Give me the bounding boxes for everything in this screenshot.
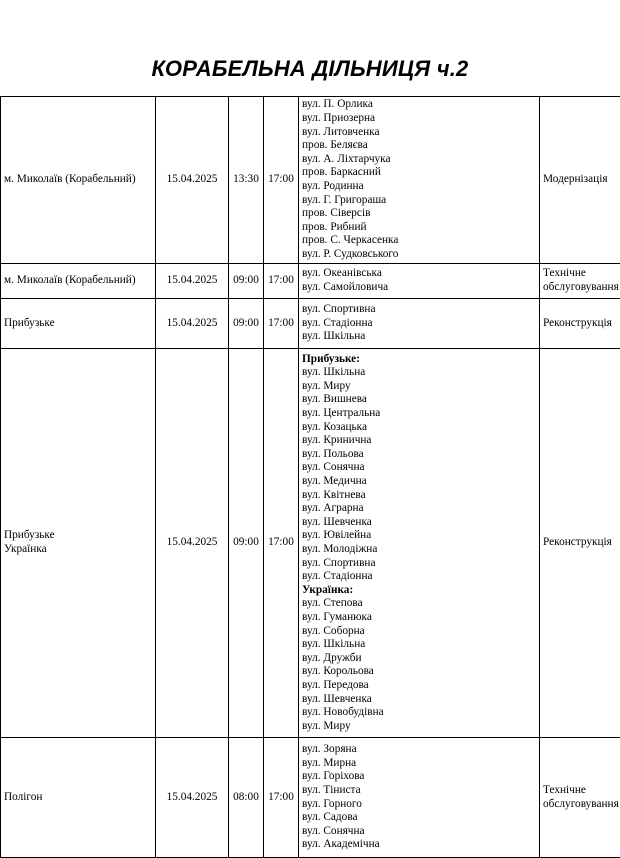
street-item: вул. Шкільна xyxy=(302,366,536,380)
outage-schedule-table xyxy=(0,96,620,858)
street-item: вул. Стадіонна xyxy=(302,570,536,584)
streets-cell xyxy=(299,264,540,299)
time-from-value: 09:00 xyxy=(232,317,260,331)
street-item: вул. Стадіонна xyxy=(302,317,536,331)
street-item: пров. Сіверсів xyxy=(302,207,536,221)
work-type-line: обслуговування xyxy=(543,798,619,812)
street-item: вул. Зоряна xyxy=(302,743,536,757)
date-cell xyxy=(156,264,229,299)
time-to-cell xyxy=(264,738,299,858)
street-item: вул. Степова xyxy=(302,597,536,611)
street-item: вул. Корольова xyxy=(302,665,536,679)
work-type-cell xyxy=(540,97,620,264)
street-group-heading: Українка: xyxy=(302,584,536,598)
street-item: вул. Горіхова xyxy=(302,770,536,784)
street-item: вул. Кринична xyxy=(302,434,536,448)
work-type-cell xyxy=(540,738,620,858)
street-item: вул. Вишнева xyxy=(302,393,536,407)
time-to-value: 17:00 xyxy=(267,536,295,550)
time-from-cell xyxy=(229,299,264,349)
street-item: вул. Сонячна xyxy=(302,825,536,839)
date-value: 15.04.2025 xyxy=(159,791,225,805)
time-to-value: 17:00 xyxy=(267,274,295,288)
work-type-line: Технічне xyxy=(543,267,619,281)
time-from-value: 09:00 xyxy=(232,274,260,288)
street-item: вул. Соборна xyxy=(302,625,536,639)
street-item: вул. Сонячна xyxy=(302,461,536,475)
time-from-cell xyxy=(229,264,264,299)
work-type-line: Реконструкція xyxy=(543,536,619,550)
streets-cell xyxy=(299,97,540,264)
street-item: вул. Новобудівна xyxy=(302,706,536,720)
street-item: вул. Аграрна xyxy=(302,502,536,516)
street-item: вул. Академічна xyxy=(302,838,536,852)
location-line: Українка xyxy=(4,543,152,557)
streets-cell xyxy=(299,738,540,858)
street-item: вул. Океанівська xyxy=(302,267,536,281)
date-value: 15.04.2025 xyxy=(159,173,225,187)
street-item: вул. Ювілейна xyxy=(302,529,536,543)
date-cell xyxy=(156,299,229,349)
street-item: вул. Молодіжна xyxy=(302,543,536,557)
street-item: вул. Польова xyxy=(302,448,536,462)
street-item: вул. Дружби xyxy=(302,652,536,666)
street-item: вул. Квітнева xyxy=(302,489,536,503)
street-item: вул. Шкільна xyxy=(302,330,536,344)
street-item: вул. Центральна xyxy=(302,407,536,421)
date-cell xyxy=(156,97,229,264)
time-to-cell xyxy=(264,299,299,349)
date-value: 15.04.2025 xyxy=(159,274,225,288)
time-to-cell xyxy=(264,97,299,264)
work-type-cell xyxy=(540,349,620,738)
time-to-value: 17:00 xyxy=(267,173,295,187)
street-item: пров. Беляєва xyxy=(302,139,536,153)
street-item: вул. Миру xyxy=(302,720,536,734)
street-item: вул. А. Ліхтарчука xyxy=(302,153,536,167)
time-to-cell xyxy=(264,349,299,738)
street-item: вул. Самойловича xyxy=(302,281,536,295)
time-to-value: 17:00 xyxy=(267,791,295,805)
street-item: вул. Козацька xyxy=(302,421,536,435)
time-from-cell xyxy=(229,97,264,264)
date-cell xyxy=(156,738,229,858)
table-row xyxy=(1,97,620,264)
time-from-cell xyxy=(229,738,264,858)
street-item: вул. Горного xyxy=(302,798,536,812)
street-item: вул. Г. Григораша xyxy=(302,194,536,208)
street-item: вул. Садова xyxy=(302,811,536,825)
time-from-value: 13:30 xyxy=(232,173,260,187)
work-type-line: обслуговування xyxy=(543,281,619,295)
location-cell xyxy=(1,264,156,299)
street-group-heading: Прибузьке: xyxy=(302,353,536,367)
street-item: вул. Шевченка xyxy=(302,693,536,707)
location-cell xyxy=(1,349,156,738)
location-line: м. Миколаїв (Корабельний) xyxy=(4,274,152,288)
street-item: вул. Родинна xyxy=(302,180,536,194)
location-line: Полігон xyxy=(4,791,152,805)
work-type-cell xyxy=(540,299,620,349)
street-item: вул. Спортивна xyxy=(302,303,536,317)
street-item: вул. Приозерна xyxy=(302,112,536,126)
location-line: Прибузьке xyxy=(4,317,152,331)
street-item: пров. Рибний xyxy=(302,221,536,235)
street-item: вул. Шевченка xyxy=(302,516,536,530)
location-cell xyxy=(1,299,156,349)
table-row xyxy=(1,299,620,349)
table-row xyxy=(1,264,620,299)
work-type-line: Модернізація xyxy=(543,173,619,187)
table-row xyxy=(1,349,620,738)
work-type-cell xyxy=(540,264,620,299)
work-type-line: Технічне xyxy=(543,784,619,798)
location-cell xyxy=(1,738,156,858)
street-item: вул. Спортивна xyxy=(302,557,536,571)
street-item: пров. С. Черкасенка xyxy=(302,234,536,248)
street-item: вул. Тіниста xyxy=(302,784,536,798)
street-item: вул. Шкільна xyxy=(302,638,536,652)
streets-cell xyxy=(299,299,540,349)
time-to-value: 17:00 xyxy=(267,317,295,331)
street-item: вул. Р. Судковського xyxy=(302,248,536,262)
street-item: вул. Литовченка xyxy=(302,126,536,140)
time-to-cell xyxy=(264,264,299,299)
street-item: вул. Передова xyxy=(302,679,536,693)
date-value: 15.04.2025 xyxy=(159,536,225,550)
time-from-value: 09:00 xyxy=(232,536,260,550)
street-item: вул. Гуманюка xyxy=(302,611,536,625)
location-line: м. Миколаїв (Корабельний) xyxy=(4,173,152,187)
street-item: вул. Медична xyxy=(302,475,536,489)
street-item: вул. Мирна xyxy=(302,757,536,771)
time-from-cell xyxy=(229,349,264,738)
location-cell xyxy=(1,97,156,264)
streets-cell xyxy=(299,349,540,738)
street-item: пров. Баркасний xyxy=(302,166,536,180)
street-item: вул. П. Орлика xyxy=(302,98,536,112)
page-title: КОРАБЕЛЬНА ДІЛЬНИЦЯ ч.2 xyxy=(0,56,620,82)
time-from-value: 08:00 xyxy=(232,791,260,805)
date-cell xyxy=(156,349,229,738)
table-row xyxy=(1,738,620,858)
work-type-line: Реконструкція xyxy=(543,317,619,331)
date-value: 15.04.2025 xyxy=(159,317,225,331)
location-line: Прибузьке xyxy=(4,529,152,543)
street-item: вул. Миру xyxy=(302,380,536,394)
